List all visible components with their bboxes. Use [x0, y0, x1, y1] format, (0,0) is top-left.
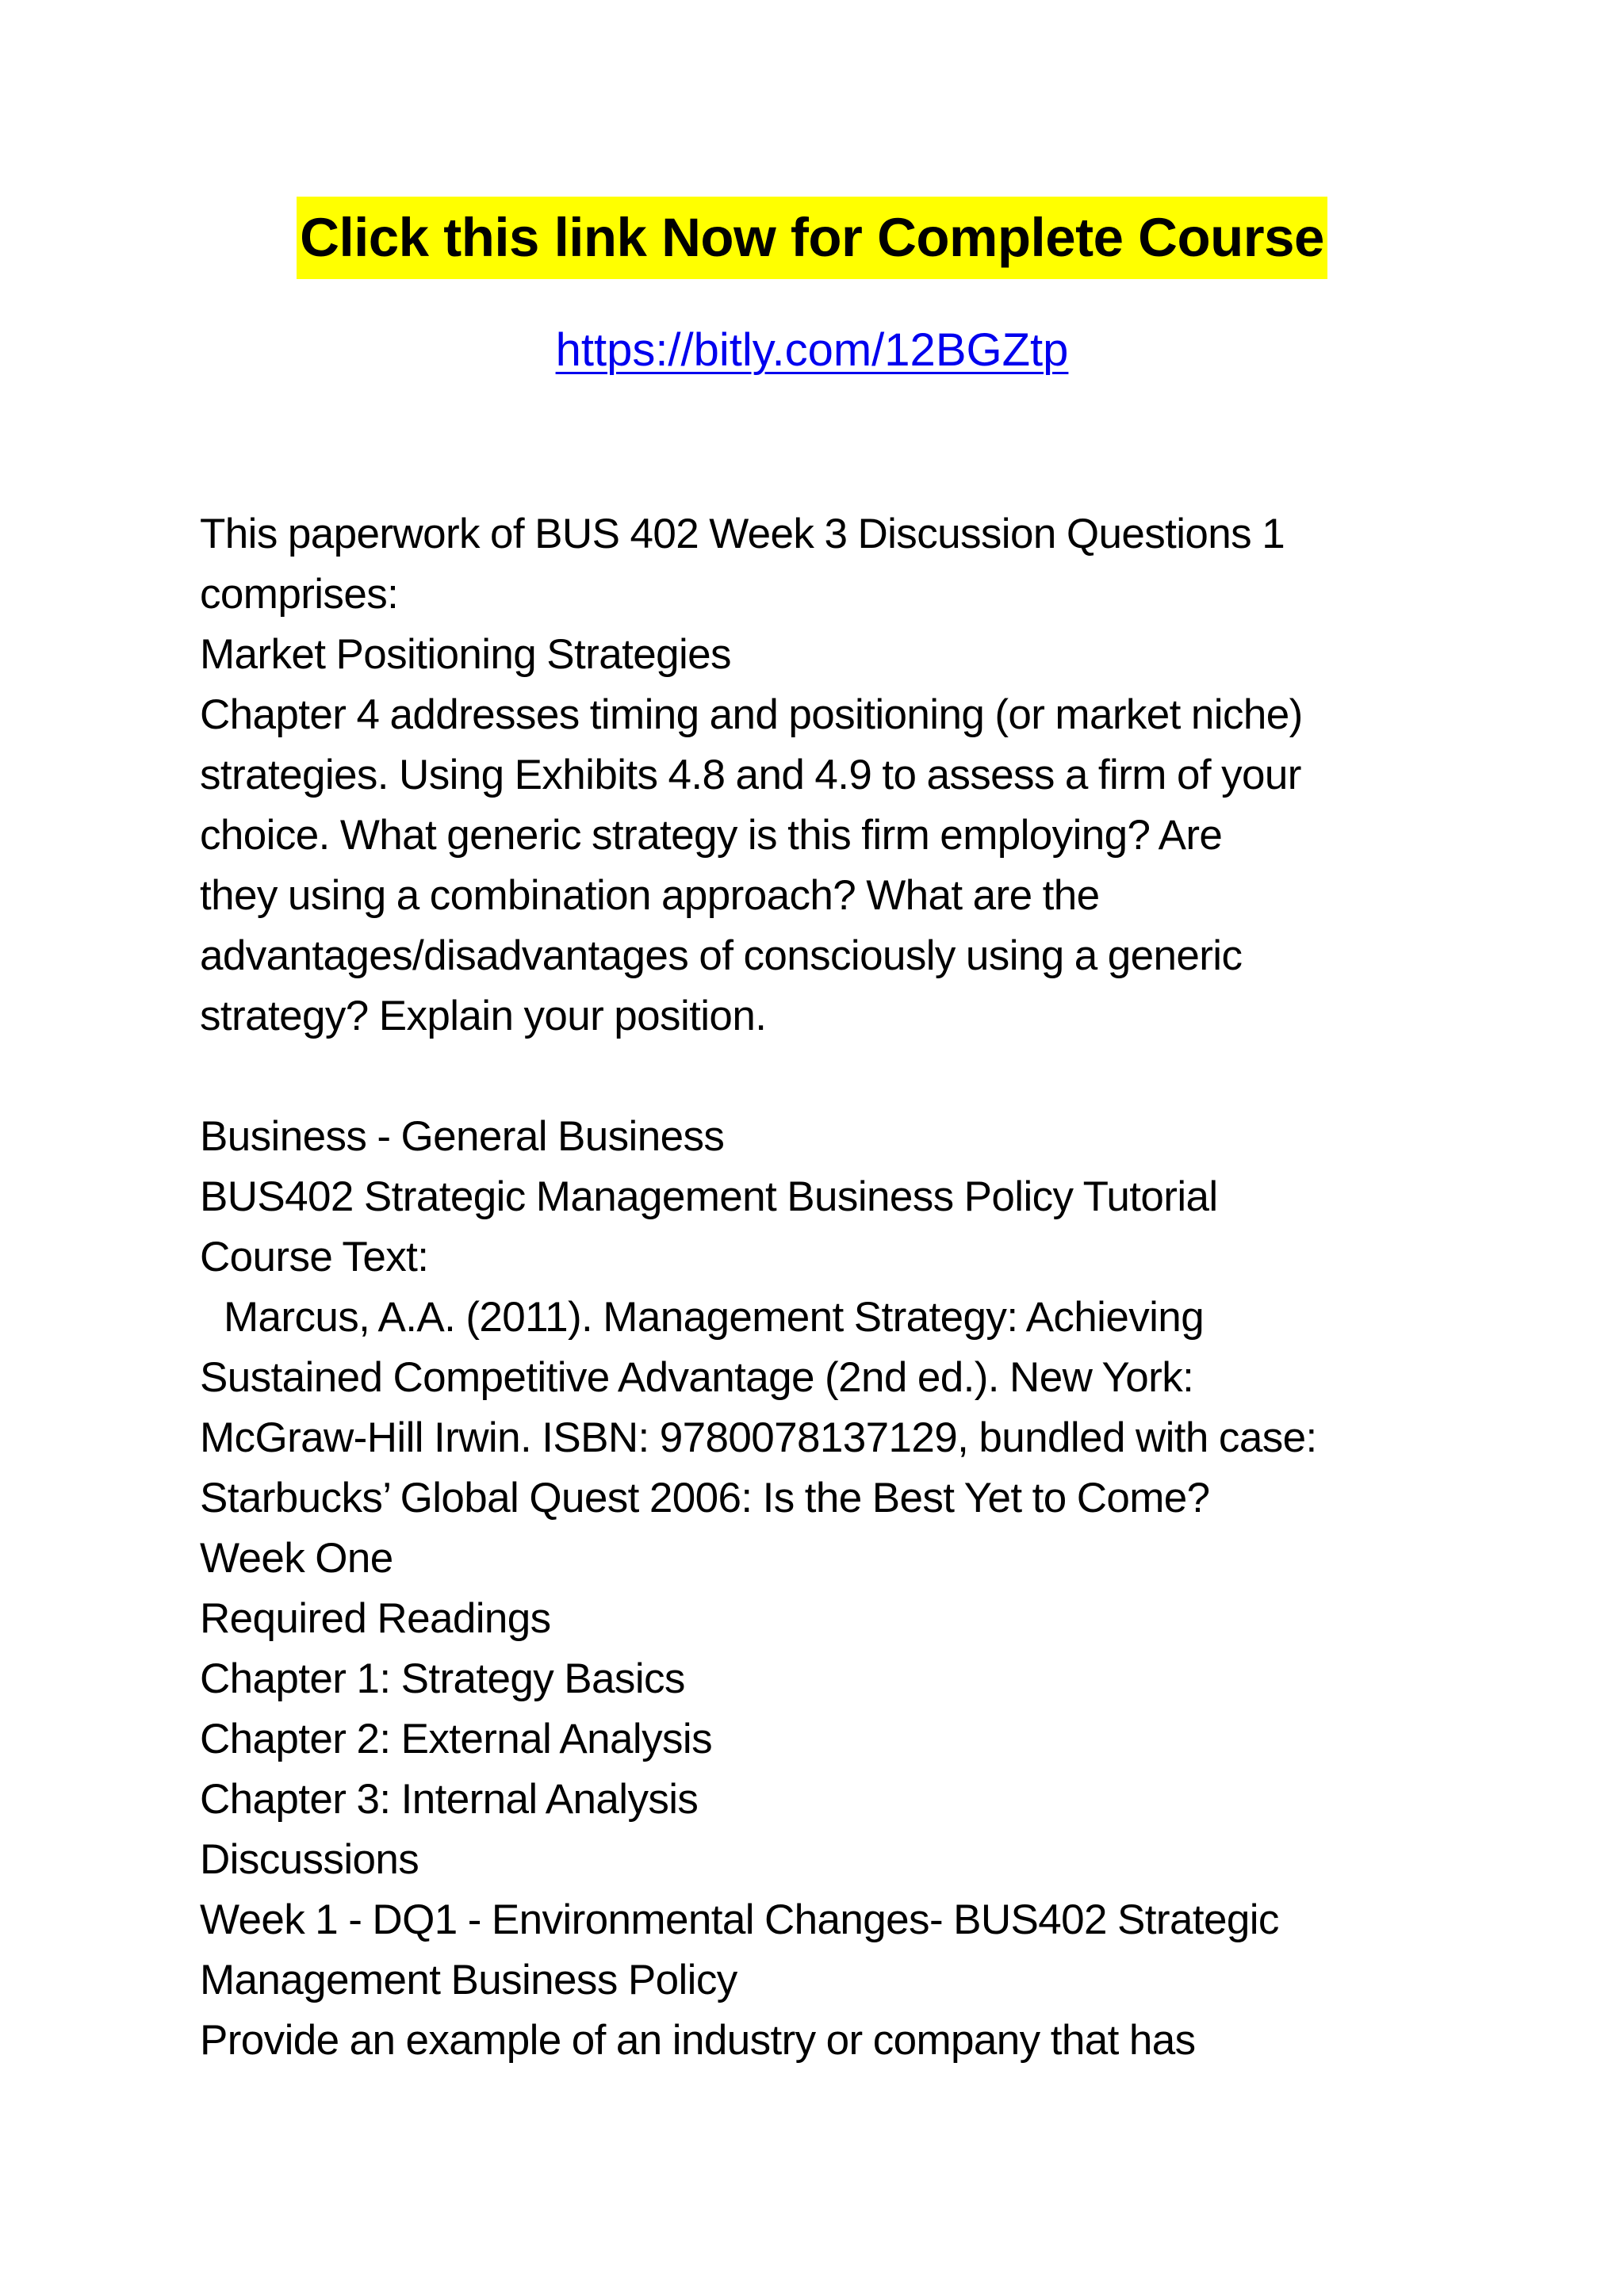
- text-line: Business - General Business: [200, 1113, 725, 1160]
- text-line: Management Business Policy: [200, 1957, 737, 2003]
- text-line: Week One: [200, 1535, 393, 1582]
- text-line: Chapter 2: External Analysis: [200, 1716, 712, 1762]
- text-line: This paperwork of BUS 402 Week 3 Discussion Questions 1: [200, 511, 1285, 557]
- text-line: Chapter 1: Strategy Basics: [200, 1655, 685, 1702]
- text-line: Market Positioning Strategies: [200, 631, 731, 678]
- text-line: strategy? Explain your position.: [200, 993, 767, 1039]
- text-line: Required Readings: [200, 1595, 551, 1642]
- text-line: strategies. Using Exhibits 4.8 and 4.9 to assess a firm of your: [200, 752, 1301, 798]
- course-link[interactable]: https://bitly.com/12BGZtp: [555, 324, 1069, 376]
- text-line: Week 1 - DQ1 - Environmental Changes- BUS402 Strategic: [200, 1896, 1279, 1943]
- text-line: Marcus, A.A. (2011). Management Strategy: Achieving: [224, 1294, 1205, 1341]
- text-line: Discussions: [200, 1836, 419, 1883]
- link-wrapper: [0, 319, 1624, 382]
- text-line: McGraw-Hill Irwin. ISBN: 9780078137129, bundled with case:: [200, 1414, 1317, 1461]
- text-line: choice. What generic strategy is this firm employing? Are: [200, 812, 1223, 859]
- text-line: Course Text:: [200, 1234, 429, 1280]
- text-line: comprises:: [200, 571, 399, 618]
- document-body: [200, 504, 1500, 2071]
- text-line: Starbucks’ Global Quest 2006: Is the Best Yet to Come?: [200, 1475, 1210, 1521]
- text-line: BUS402 Strategic Management Business Policy Tutorial: [200, 1173, 1218, 1220]
- text-line: advantages/disadvantages of consciously using a generic: [200, 932, 1243, 979]
- page-title: Click this link Now for Complete Course: [297, 197, 1327, 279]
- text-line: Chapter 3: Internal Analysis: [200, 1776, 699, 1823]
- text-line: Provide an example of an industry or company that has: [200, 2017, 1196, 2064]
- text-line: they using a combination approach? What are the: [200, 872, 1100, 919]
- text-line: Chapter 4 addresses timing and positioning (or market niche): [200, 691, 1303, 738]
- title-wrapper: [0, 197, 1624, 279]
- paragraph-gap: [200, 1047, 1500, 1107]
- text-line: Sustained Competitive Advantage (2nd ed.). New York:: [200, 1354, 1194, 1401]
